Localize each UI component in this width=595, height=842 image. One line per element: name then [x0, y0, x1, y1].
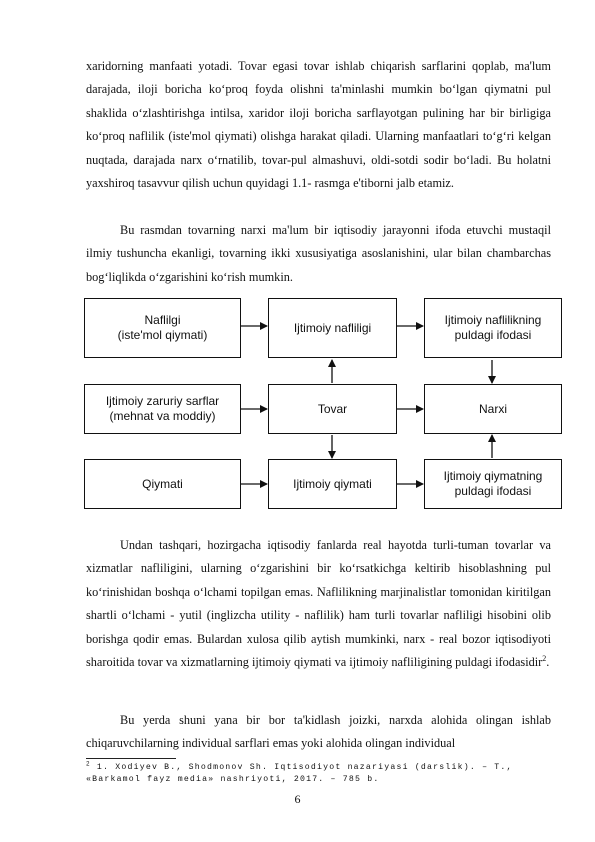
figure-1-1-diagram — [84, 296, 562, 516]
page-number: 6 — [294, 792, 301, 806]
box-qiymat: Qiymati — [84, 459, 241, 509]
paragraph-3-end: . — [546, 655, 550, 670]
footnote-divider — [86, 758, 176, 759]
footnote — [86, 762, 551, 785]
paragraph-1: xaridorning manfaati yotadi. Tovar egasi tovar ishlab chiqarish sarflarini qoplab, ma'lum darajada, iloji boricha ko‘proq foyda olishni ta'minlashi mumkin bo‘lgan qiymatni pul shaklida o‘zlashtirishga intilsa, xaridor iloji boricha sarflayotgan pulining har bir birligiga ko‘proq naflilik (iste'mol qiymati) olishga harakat qiladi. Ularning manfaatlari to‘g‘ri kelgan nuqtada, darajada narx o‘rnatilib, tovar-pul almashuvi, oldi-sotdi sodir bo‘ladi. Bu holatni yaxshiroq tasavvur qilish uchun quyidagi 1.1- rasmga e'tiborni jalb etamiz. — [86, 59, 551, 191]
footnote-ref: 2 — [542, 653, 547, 663]
paragraph-2: Bu rasmdan tovarning narxi ma'lum bir iqtisodiy jarayonni ifoda etuvchi mustaqil ilmiy tushuncha ekanligi, tovarning ikki xususiyatiga asoslanishini, ular bilan chambarchas bog‘liqlikda o‘zgarishini ko‘rish mumkin. — [86, 223, 551, 284]
box-ijtimoiy-qiymat-pul: Ijtimoiy qiymatning puldagi ifodasi — [424, 459, 562, 509]
box-ijtimoiy-naflilik: Ijtimoiy nafliligi — [268, 298, 397, 358]
box-naflilik: Naflilgi (iste'mol qiymati) — [84, 298, 241, 358]
footnote-text: 1. Xodiyev B., Shodmonov Sh. Iqtisodiyot nazariyasi (darslik). – T., «Barkamol fayz media» nashriyoti, 2017. – 785 b. — [86, 763, 513, 784]
box-narx: Narxi — [424, 384, 562, 434]
paragraph-3 — [86, 534, 551, 674]
box-ijtimoiy-naflilik-pul: Ijtimoiy naflilikning puldagi ifodasi — [424, 298, 562, 358]
paragraph-4: Bu yerda shuni yana bir bor ta'kidlash joizki, narxda alohida olingan ishlab chiqaruvchilarning individual sarflari emas yoki alohida olingan individual — [86, 713, 551, 751]
box-ijtimoiy-qiymat: Ijtimoiy qiymati — [268, 459, 397, 509]
box-ijtimoiy-sarflar: Ijtimoiy zaruriy sarflar (mehnat va moddiy) — [84, 384, 241, 434]
box-tovar: Tovar — [268, 384, 397, 434]
footnote-number: 2 — [86, 760, 91, 768]
paragraph-3-text: Undan tashqari, hozirgacha iqtisodiy fanlarda real hayotda turli-tuman tovarlar va xizmatlar nafliligini, ularning o‘zgarishini bir ko‘rsatkichga keltirib hisoblashning pul ko‘rinishidan boshqa o‘lchami topilgan emas. Naflilikning marjinalistlar tomonidan kiritilgan shartli o‘lchami - yutil (inglizcha utility - naflilik) ham turli tovarlar nafliligi hisobini olib borishga qodir emas. Bulardan xulosa qilib aytish mumkinki, narx - real bozor iqtisodiyoti sharoitida tovar va xizmatlarning ijtimoiy qiymati va ijtimoiy nafliligining puldagi ifodasidir — [86, 538, 551, 670]
